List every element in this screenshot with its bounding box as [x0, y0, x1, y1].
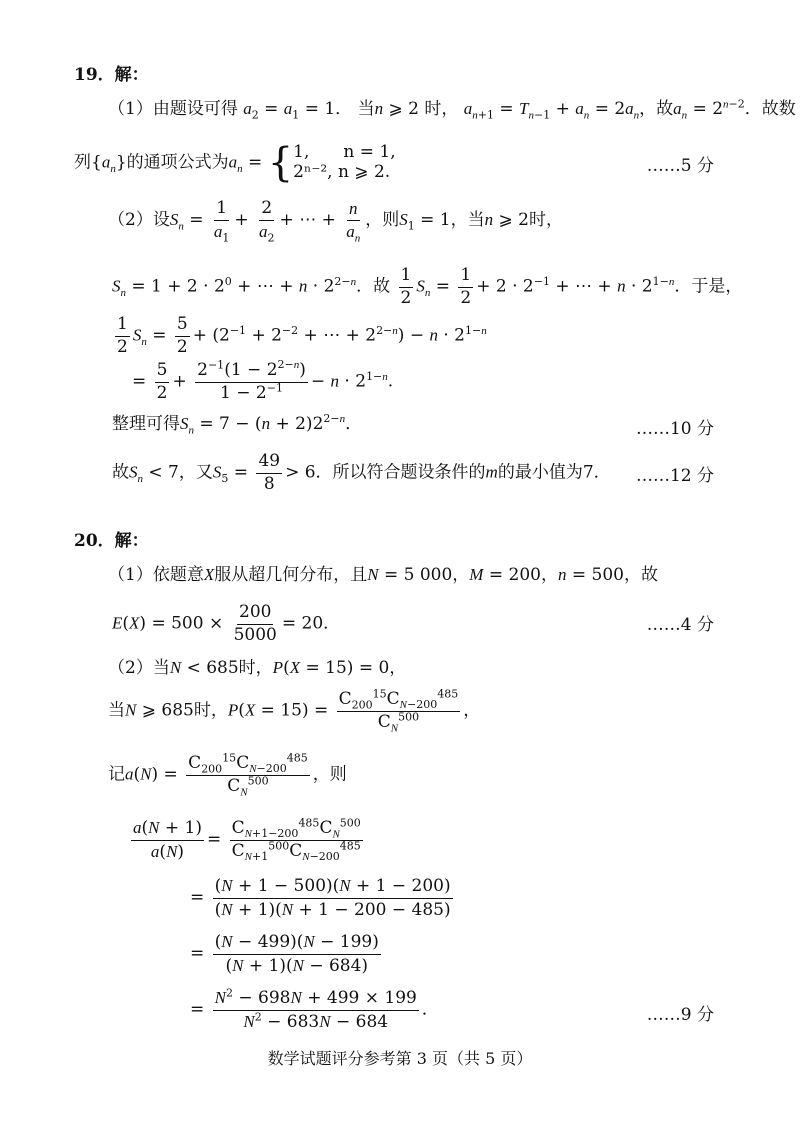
q20-part2-line2: 当N ⩾ 685时，P(X = 15) = $\frac{C_{200}^{15}C_{N-200}^{485}}{C_N^{500}}$ ，	[108, 687, 481, 734]
q20-note: 记a(N) = $\frac{C_{200}^{15}C_{N-200}^{485}}{C_N^{500}}$ ，则	[108, 751, 347, 798]
q19-line4: $\frac{1}{2}$ $S_n$ = $\frac{5}{2}$ + ($2^{-1} + 2^{-2}$ + ⋯ + $2^{2-n}) - n \cdot 2^{1-n}$	[117, 314, 487, 357]
case-1: 1, n = 1,	[293, 142, 396, 163]
score-4: ……4 分	[646, 615, 714, 635]
q20-part2-line1: （2）当N < 685时，P(X = 15) = 0，	[108, 658, 407, 678]
q19-part2-line1: （2）设$S_n$ = $\frac{1}{a_1}$ + $\frac{2}{a_2}$ + ⋯ + $\frac{n}{a_n}$ ，则$S_1 = 1$，当n ⩾ 2时，	[108, 198, 563, 244]
score-5: ……5 分	[646, 156, 714, 176]
q19-line5: = $\frac{5}{2}$ + $\frac{2^{-1}(1 - 2^{2-n})}{1 - 2^{-1}}$ − $n \cdot 2^{1-n}$.	[132, 358, 394, 403]
q19-final: 故$S_n < 7$，又$S_5$ = $\frac{49}{8}$ > 6．所以符合题设条件的m的最小值为7．	[112, 451, 611, 494]
q20-step4: = $\frac{N^2 - 698N + 499 \times 199}{N^2 - 683N - 684}$ ．	[190, 986, 439, 1032]
page-footer: 数学试题评分参考第 3 页（共 5 页）	[267, 1049, 533, 1068]
q20-part1: （1）依题意X服从超几何分布，且N = 5 000，M = 200，n = 500，故	[108, 565, 658, 585]
case-2: 2ⁿ⁻², n ⩾ 2.	[293, 162, 391, 182]
q20-step3: = $\frac{(N - 499)(N - 199)}{(N + 1)(N - 684)}$	[190, 932, 379, 976]
score-10: ……10 分	[635, 419, 714, 439]
q19-part1-line1: （1）由题设可得 $a_2 = a_1 = 1$． 当n ⩾ 2 时， $a_{n+1} = T_{n-1} + a_n = 2a_n$，故$a_n = 2^{n-2}$．故数	[108, 97, 796, 122]
score-12: ……12 分	[635, 466, 714, 486]
q20-heading: 20．解：	[74, 531, 149, 551]
q20-expectation: E(X) = 500 × $\frac{200}{5000}$ = 20．	[112, 602, 341, 645]
score-9: ……9 分	[646, 1005, 714, 1025]
q19-part1-line2: 列$\{a_n\}$的通项公式为$a_n$ = { 1, n = 1, 2ⁿ⁻², n ⩾ 2.	[74, 140, 396, 186]
q20-step2: = $\frac{(N + 1 - 500)(N + 1 - 200)}{(N + 1)(N + 1 - 200 - 485)}$	[190, 876, 451, 920]
q19-line3: $S_n = 1 + 2 \cdot 2^0$ + ⋯ + $n \cdot 2^{2-n}$．故 $\frac{1}{2}$ $S_n$ = $\frac{1}{2}$ + $2 \cdot 2^{-1}$ + ⋯ + $n \cdot 2^{1-n}$．于是，	[112, 265, 743, 308]
q19-heading: 19．解：	[74, 65, 149, 85]
q19-tidy: 整理可得$S_n = 7 - (n + 2)2^{2-n}$．	[112, 412, 363, 437]
q20-ratio: $\frac{a(N + 1)}{a(N)}$ = $\frac{C_{N+1-200}^{485}C_N^{500}}{C_{N+1}^{500}C_{N-200}^{485}}$	[133, 816, 361, 863]
